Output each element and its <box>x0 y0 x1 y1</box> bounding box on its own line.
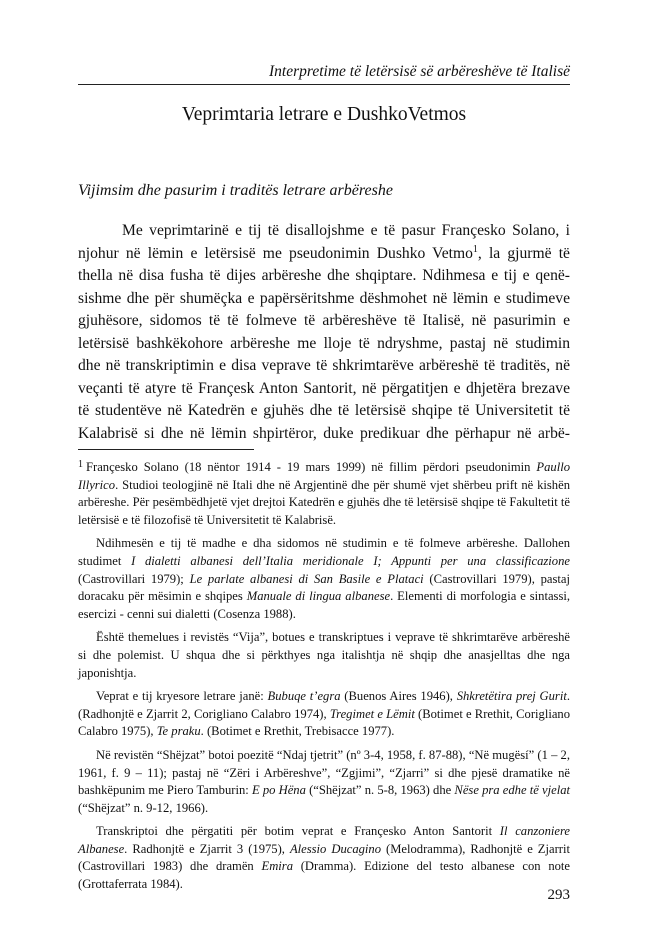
italic-title: Il canzoniere Albanese <box>78 824 570 856</box>
italic-title: Emira <box>261 859 293 874</box>
italic-title: Tregimet e Lëmit <box>329 706 415 721</box>
italic-title: Bubuqe t’egra <box>267 689 341 704</box>
footnote-reference[interactable]: 1 <box>472 243 478 255</box>
body-line: Me veprimtarinë e tij të disallojshme e të pasur Françesko Solano, i <box>122 222 570 239</box>
body-line: veçanti të atyre të Françesk Anton Santorit, në përgatitjen e dhjetëra brezave <box>78 379 570 397</box>
footnote-paragraph <box>78 459 570 529</box>
footnote-text: Françesko Solano (18 nëntor 1914 - 19 mars 1999) në fillim përdori pseudonimin Paullo Illyrico. Studioi teologjinë në Itali dhe në Argjentinë dhe për shumë vjet shërbeu prift në kishën arbëreshe. Për pesëmbëdhjetë vjet drejtoi Katedrën e gjuhës dhe të letërsisë shqipe të Fakultetit të letërsisë e të filozofisë të Universitetit të Kalabrisë. <box>78 460 570 527</box>
footnote-paragraph: Transkriptoi dhe përgatiti për botim veprat e Françesko Anton Santorit Il canzoniere Albanese. Radhonjtë e Zjarrit 3 (1975), Alessio Ducagino (Melodramma), Radhonjtë e Zjarrit (Castrovillari 1983) dhe dramën Emira (Dramma). Edizione del testo albanese con note (Grottaferrata 1984). <box>78 824 570 892</box>
body-line: dhe në transkriptimin e disa veprave të shkrimtarëve arbëreshë të traditës, në <box>78 357 570 374</box>
italic-title: Te praku <box>156 724 201 739</box>
footnote-paragraph: Në revistën “Shëjzat” botoi poezitë “Ndaj tjetrit” (nº 3-4, 1958, f. 87-88), “Në mugësí” (1 – 2, 1961, f. 9 – 11); pastaj në “Zëri i Arbëreshve”, “Zgjimi”, “Zjarri” si dhe pjesë dramatike në bashkëpunim me Piero Tamburin: E po Hëna (“Shëjzat” n. 5-8, 1963) dhe Nëse pra edhe të vjelat (“Shëjzat” n. 9-12, 1966). <box>78 747 570 815</box>
body-paragraph <box>78 220 570 445</box>
running-head: Interpretime të letërsisë së arbëreshëve të Italisë <box>268 63 570 80</box>
footnote-rule <box>78 449 254 450</box>
body-line: Kalabrisë si dhe në lëmin shpirtëror, duke predikuar dhe përhapur në arbë- <box>78 424 570 442</box>
italic-title: Le parlate albanesi di San Basile e Plataci <box>189 571 424 586</box>
body-line-text: njohur në lëmin e letërsisë me pseudonimin Dushko Vetmo <box>78 244 473 262</box>
header-rule <box>78 84 570 85</box>
italic-title: Shkretëtira prej Gurit <box>456 689 567 704</box>
footnotes <box>78 459 570 900</box>
italic-title: Manuale di lingua albanese <box>246 589 391 604</box>
footnote-paragraph: Është themelues i revistës “Vija”, botues e transkriptues i veprave të shkrimtarëve arbëreshë si dhe polemist. U shqua dhe si përkthyes nga italishtja në shqip dhe anasjelltas dhe nga japonishtja. <box>78 630 570 680</box>
italic-title: E po Hëna <box>251 783 306 798</box>
italic-title: I dialetti albanesi dell’Italia meridionale I; Appunti per una classificazione <box>131 553 570 568</box>
italic-title: Alessio Ducagino <box>289 841 382 856</box>
body-line: letërsisë bashkëkohore arbëreshe me lloje të ndryshme, pastaj në studimin <box>78 334 570 352</box>
body-line: sishme dhe për shumëçka e papërsëritshme dëshmohet në lëmin e studimeve <box>78 289 570 307</box>
body-line: gjuhësore, sidomos të të folmeve të arbëreshëve të Italisë, në pasurimin e <box>78 312 570 329</box>
section-heading: Vijimsim dhe pasurim i traditës letrare arbëreshe <box>78 182 393 199</box>
body-line <box>78 243 570 266</box>
body-line: thella në disa fusha të dijes arbëreshe dhe shqiptare. Ndihmesa e tij e qenë- <box>78 267 570 284</box>
footnote-paragraph: Ndihmesën e tij të madhe e dha sidomos në studimin e të folmeve arbëreshe. Dallohen studimet I dialetti albanesi dell’Italia meridionale I; Appunti per una classificazione (Castrovillari 1979); Le parlate albanesi di San Basile e Plataci (Castrovillari 1979), pastaj doracaku për mësimin e shqipes Manuale di lingua albanese. Elementi di morfologia e sintassi, esercizi - cenni sui dialetti (Cosenza 1988). <box>78 536 570 621</box>
article-title: Veprimtaria letrare e DushkoVetmos <box>181 104 467 125</box>
footnote-number: 1 <box>78 459 83 470</box>
italic-title: Paullo Illyrico <box>78 460 570 492</box>
footnote-paragraph: Veprat e tij kryesore letrare janë: Bubuqe t’egra (Buenos Aires 1946), Shkretëtira prej Gurit. (Radhonjtë e Zjarrit 2, Corigliano Calabro 1974), Tregimet e Lëmit (Botimet e Rrethit, Corigliano Calabro 1975), Te praku. (Botimet e Rrethit, Trebisacce 1977). <box>78 689 571 739</box>
body-line: të studentëve në Katedrën e gjuhës dhe të letërsisë shqipe të Universitetit të <box>78 402 570 419</box>
body-line-text: , la gjurmë të <box>477 244 570 262</box>
italic-title: Nëse pra edhe të vjelat <box>454 783 570 798</box>
page-number: 293 <box>547 887 570 903</box>
